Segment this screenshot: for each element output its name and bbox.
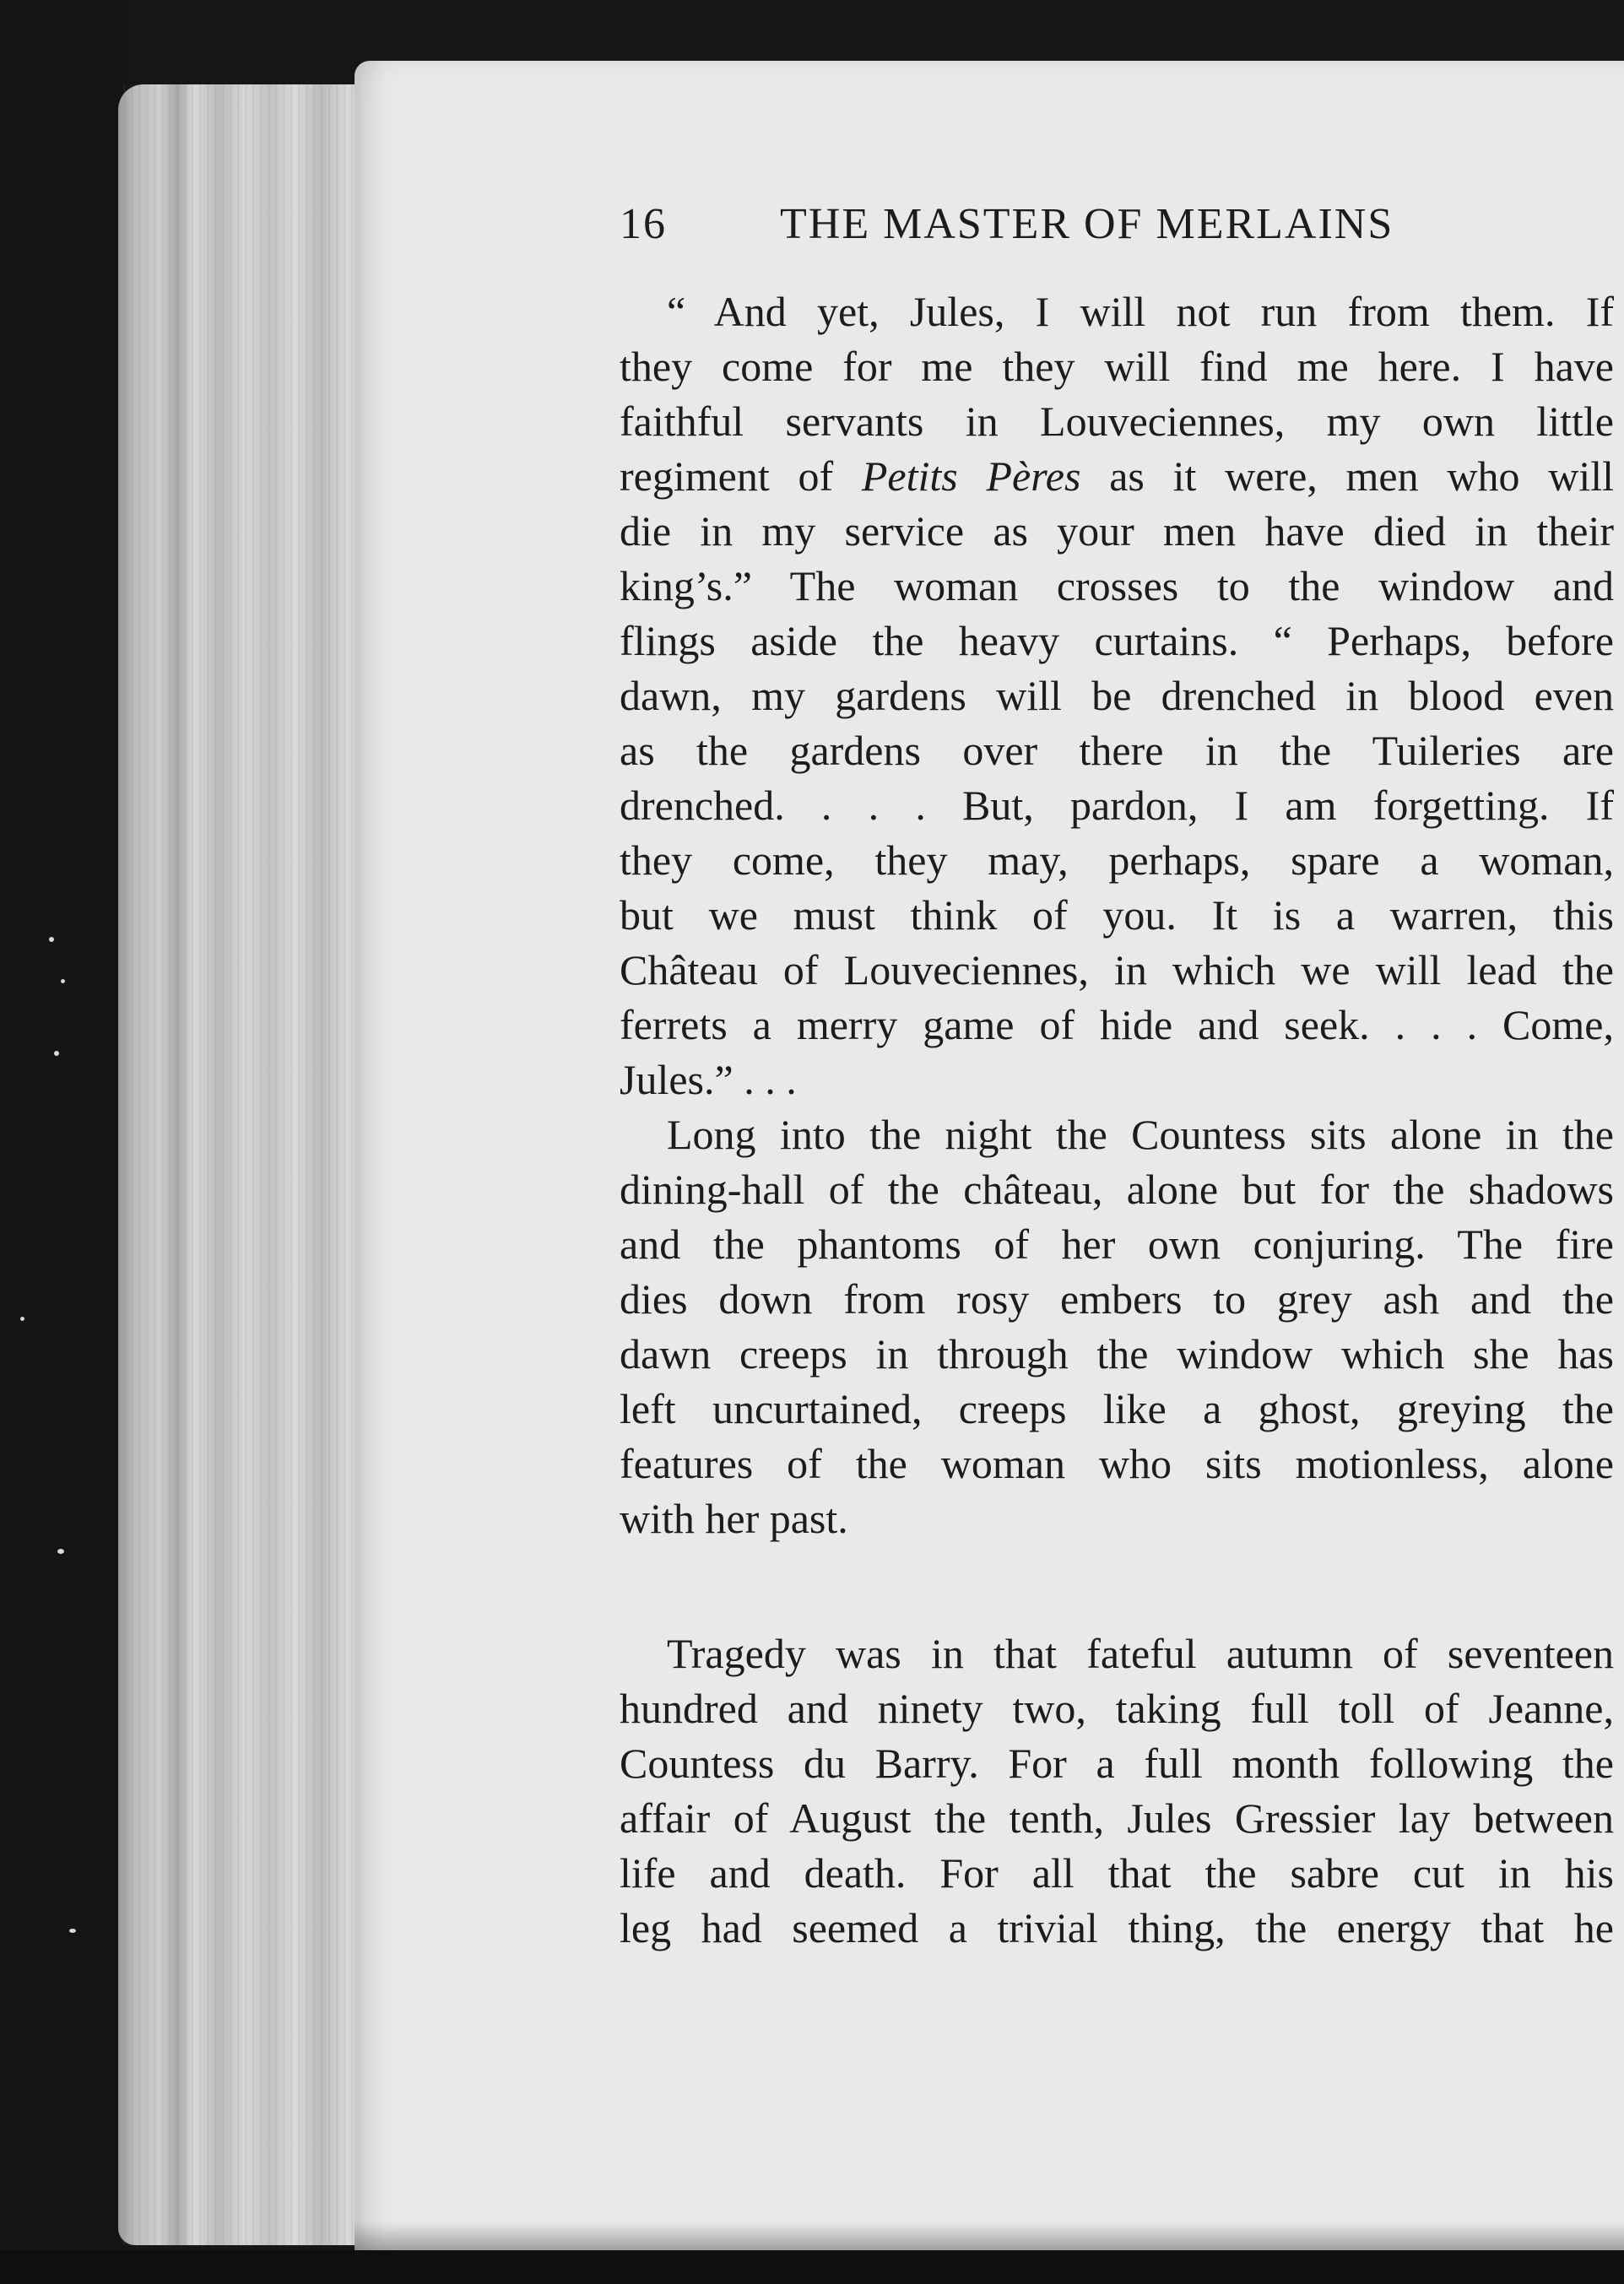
text-line: Tragedy was in that fateful autumn of seventeen (667, 1630, 1614, 1677)
text-line: they come, they may, perhaps, spare a woman, (620, 836, 1614, 884)
scan-speck (61, 979, 65, 983)
scan-bottom-edge (0, 2250, 1624, 2284)
text-line: drenched. . . . But, pardon, I am forgetting. If (620, 782, 1614, 829)
text-line: Countess du Barry. For a full month following the (620, 1740, 1614, 1787)
text-line: and the phantoms of her own conjuring. The fire (620, 1220, 1614, 1268)
text-line: flings aside the heavy curtains. “ Perhaps, before (620, 617, 1614, 664)
scan-speck (49, 937, 54, 942)
text-line: but we must think of you. It is a warren, this (620, 891, 1614, 939)
italic-phrase: Petits Pères (861, 452, 1081, 500)
text-line: Château of Louveciennes, in which we will lead the (620, 946, 1614, 993)
text-line (620, 452, 1614, 501)
text-line: leg had seemed a trivial thing, the energy that he (620, 1904, 1614, 1951)
text-line: Jules.” . . . (620, 1056, 797, 1103)
text-fragment: as it were, men who will (1080, 452, 1614, 500)
scan-speck (54, 1051, 59, 1056)
text-line: dawn, my gardens will be drenched in blood even (620, 672, 1614, 719)
scan-left-margin (0, 0, 127, 2284)
text-line: with her past. (620, 1495, 848, 1542)
text-line: left uncurtained, creeps like a ghost, greying the (620, 1385, 1614, 1432)
text-line: Long into the night the Countess sits alone in the (667, 1111, 1614, 1158)
text-line: “ And yet, Jules, I will not run from them. If (667, 288, 1614, 335)
page-edges (118, 84, 371, 2245)
text-line: affair of August the tenth, Jules Gressier lay between (620, 1794, 1614, 1842)
text-line: hundred and ninety two, taking full toll of Jeanne, (620, 1685, 1614, 1732)
text-line: faithful servants in Louveciennes, my own little (620, 398, 1614, 445)
text-fragment: regiment of (620, 452, 862, 500)
text-line: life and death. For all that the sabre cut in his (620, 1849, 1614, 1897)
text-line: dies down from rosy embers to grey ash and the (620, 1275, 1614, 1323)
running-head (620, 199, 1394, 249)
text-line: dawn creeps in through the window which she has (620, 1330, 1614, 1377)
scan-speck (20, 1317, 24, 1321)
scan-speck (69, 1929, 76, 1933)
page-number: 16 (620, 200, 667, 248)
text-line: as the gardens over there in the Tuileries are (620, 727, 1614, 774)
text-line: king’s.” The woman crosses to the window and (620, 562, 1614, 609)
text-line: ferrets a merry game of hide and seek. . . . Come, (620, 1001, 1614, 1048)
text-line: features of the woman who sits motionless, alone (620, 1440, 1614, 1487)
running-title: THE MASTER OF MERLAINS (780, 200, 1394, 248)
text-line: they come for me they will find me here. I have (620, 343, 1614, 390)
text-line: dining-hall of the château, alone but for the shadows (620, 1166, 1614, 1213)
text-line: die in my service as your men have died in their (620, 507, 1614, 555)
scan-speck (57, 1549, 64, 1554)
